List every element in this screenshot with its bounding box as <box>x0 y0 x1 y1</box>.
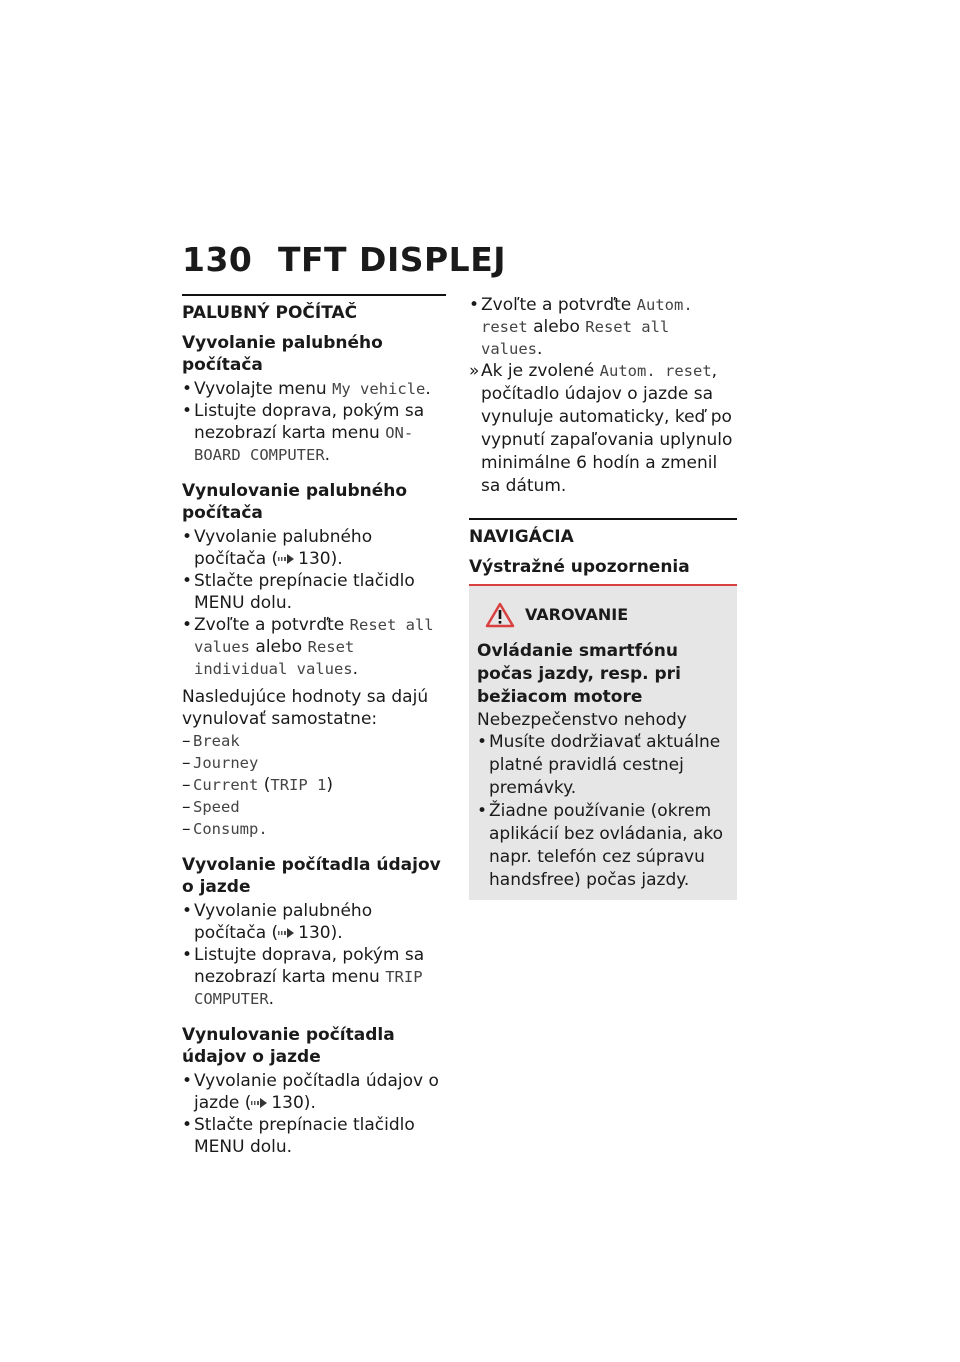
heading-reset-trip-computer: Vynulovanie počítadla údajov o jazde <box>182 1025 395 1067</box>
left-column <box>182 294 446 1158</box>
page-title: TFT DISPLEJ <box>278 240 507 279</box>
list-item: • Musíte dodržiavať aktuálne platné pravidlá cestnej premávky. <box>477 731 729 800</box>
section-title-navigation: NAVIGÁCIA <box>469 527 574 547</box>
heading-call-up-computer: Vyvolanie palubného počítača <box>182 333 383 375</box>
warning-title: Ovládanie smartfónu počas jazdy, resp. pri bežiacom motore <box>477 641 681 707</box>
list-item: – Journey <box>182 752 446 774</box>
warning-header <box>485 602 729 628</box>
result-item: » Ak je zvolené Autom. reset, počítadlo údajov o jazde sa vynuluje automaticky, keď po vypnutí zapaľovania uplynulo minimálne 6 hodín a zmenil sa dátum. <box>469 360 737 498</box>
list-item: • Zvoľte a potvrďte Reset all values alebo Reset individual values. <box>182 614 446 680</box>
warning-danger: Nebezpečenstvo nehody <box>477 710 687 730</box>
list-item: – Break <box>182 730 446 752</box>
warning-box <box>469 584 737 900</box>
right-column <box>469 294 737 900</box>
list-item: – Speed <box>182 796 446 818</box>
page-reference-arrow-icon <box>278 553 294 565</box>
list-item: – Consump. <box>182 818 446 840</box>
page-reference-arrow-icon <box>278 927 294 939</box>
warning-label: VAROVANIE <box>525 605 629 624</box>
heading-reset-computer: Vynulovanie palubného počítača <box>182 481 408 523</box>
list-item: • Vyvolanie počítadla údajov o jazde ( 130). <box>182 1070 446 1114</box>
page-header <box>182 240 506 279</box>
list-item: • Stlačte prepínacie tlačidlo MENU dolu. <box>182 1114 446 1158</box>
heading-call-up-trip-computer: Vyvolanie počítadla údajov o jazde <box>182 855 441 897</box>
section-title-onboard-computer: PALUBNÝ POČÍTAČ <box>182 303 358 323</box>
list-item: • Stlačte prepínacie tlačidlo MENU dolu. <box>182 570 446 614</box>
list-item: • Vyvolanie palubného počítača ( 130). <box>182 526 446 570</box>
page-number: 130 <box>182 240 253 279</box>
list-item: • Listujte doprava, pokým sa nezobrazí karta menu TRIP COMPUTER. <box>182 944 446 1010</box>
list-item: – Current (TRIP 1) <box>182 774 446 796</box>
list-item: • Žiadne používanie (okrem aplikácií bez ovládania, ako napr. telefón cez súpravu handsfree) počas jazdy. <box>477 800 729 892</box>
list-item: • Vyvolanie palubného počítača ( 130). <box>182 900 446 944</box>
section-rule <box>182 294 446 296</box>
list-item: • Zvoľte a potvrďte Autom. reset alebo Reset all values. <box>469 294 737 360</box>
note-text: Nasledujúce hodnoty sa dajú vynulovať samostatne: <box>182 687 429 729</box>
heading-warnings: Výstražné upozornenia <box>469 557 690 577</box>
list-item: • Vyvolajte menu My vehicle. <box>182 378 446 400</box>
warning-triangle-icon <box>485 602 515 628</box>
list-item: • Listujte doprava, pokým sa nezobrazí karta menu ON-BOARD COMPUTER. <box>182 400 446 466</box>
page-reference-arrow-icon <box>251 1097 267 1109</box>
section-rule <box>469 518 737 520</box>
